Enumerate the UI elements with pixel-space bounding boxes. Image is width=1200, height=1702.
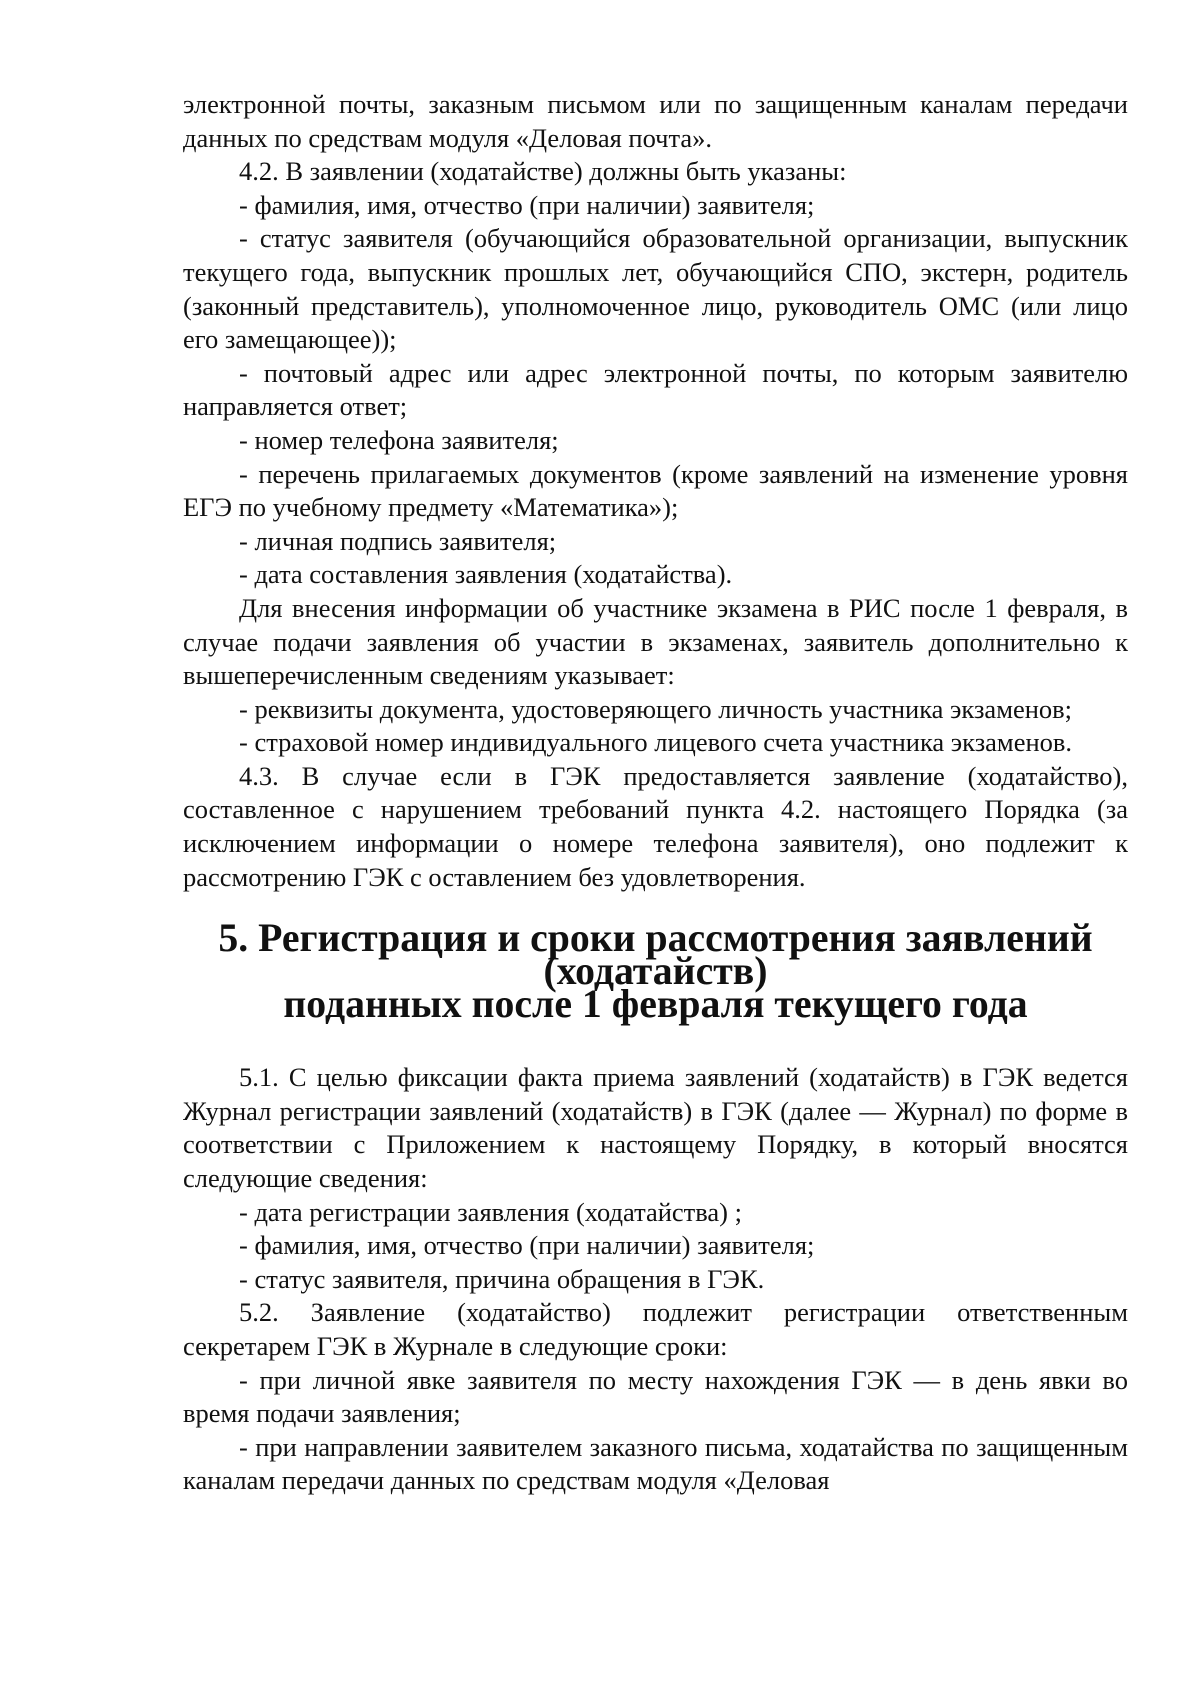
list-item: - при направлении заявителем заказного письма, ходатайства по защищенным каналам передачи данных по средствам модуля «Деловая bbox=[183, 1431, 1128, 1496]
paragraph-5-2: 5.2. Заявление (ходатайство) подлежит регистрации ответственным секретарем ГЭК в Журнале в следующие сроки: bbox=[183, 1297, 1128, 1361]
list-item: - дата составления заявления (ходатайства). bbox=[239, 559, 733, 590]
paragraph-continuation: электронной почты, заказным письмом или по защищенным каналам передачи данных по средствам модуля «Деловая почта». bbox=[183, 89, 1128, 153]
list-item: - фамилия, имя, отчество (при наличии) заявителя; bbox=[239, 189, 815, 220]
body-text-before bbox=[183, 88, 1128, 894]
list-item: - реквизиты документа, удостоверяющего личность участника экзаменов; bbox=[239, 693, 1073, 724]
list-item: - личная подпись заявителя; bbox=[239, 525, 557, 556]
list-item: - перечень прилагаемых документов (кроме заявлений на изменение уровня ЕГЭ по учебному предмету «Математика»); bbox=[183, 458, 1128, 523]
paragraph-4-3: 4.3. В случае если в ГЭК предоставляется заявление (ходатайство), составленное с нарушением требований пункта 4.2. настоящего Порядка (за исключением информации о номере телефона заявителя), оно подлежит к рассмотрению ГЭК с оставлением без удовлетворения. bbox=[183, 760, 1128, 892]
list-item: - статус заявителя (обучающийся образовательной организации, выпускник текущего года, выпускник прошлых лет, обучающийся СПО, экстерн, родитель (законный представитель), уполномоченное лицо, руководитель ОМС (или лицо его замещающее)); bbox=[183, 223, 1128, 355]
list-item: - страховой номер индивидуального лицевого счета участника экзаменов. bbox=[239, 727, 1073, 758]
paragraph-4-2: 4.2. В заявлении (ходатайстве) должны быть указаны: bbox=[239, 156, 847, 187]
list-item: - номер телефона заявителя; bbox=[239, 424, 559, 455]
paragraph-5-1: 5.1. С целью фиксации факта приема заявлений (ходатайств) в ГЭК ведется Журнал регистрации заявлений (ходатайств) в ГЭК (далее — Журнал) по форме в соответствии с Приложением к настоящему Порядку, в который вносятся следующие сведения: bbox=[183, 1062, 1128, 1194]
paragraph-ris-info: Для внесения информации об участнике экзамена в РИС после 1 февраля, в случае подачи заявления об участии в экзаменах, заявитель дополнительно к вышеперечисленным сведениям указывает: bbox=[183, 592, 1128, 691]
section-heading bbox=[183, 916, 1128, 1027]
list-item: - статус заявителя, причина обращения в ГЭК. bbox=[239, 1263, 765, 1294]
list-item: - почтовый адрес или адрес электронной почты, по которым заявителю направляется ответ; bbox=[183, 357, 1128, 422]
list-item: - при личной явке заявителя по месту нахождения ГЭК — в день явки во время подачи заявления; bbox=[183, 1364, 1128, 1429]
body-text-after bbox=[183, 1061, 1128, 1498]
list-item: - фамилия, имя, отчество (при наличии) заявителя; bbox=[239, 1230, 815, 1261]
section-heading-line-2: поданных после 1 февраля текущего года bbox=[283, 982, 1028, 1027]
section-heading-line-1: 5. Регистрация и сроки рассмотрения заявлений (ходатайств) bbox=[218, 916, 1093, 994]
list-item: - дата регистрации заявления (ходатайства) ; bbox=[239, 1196, 742, 1227]
document-page bbox=[183, 88, 1128, 1498]
